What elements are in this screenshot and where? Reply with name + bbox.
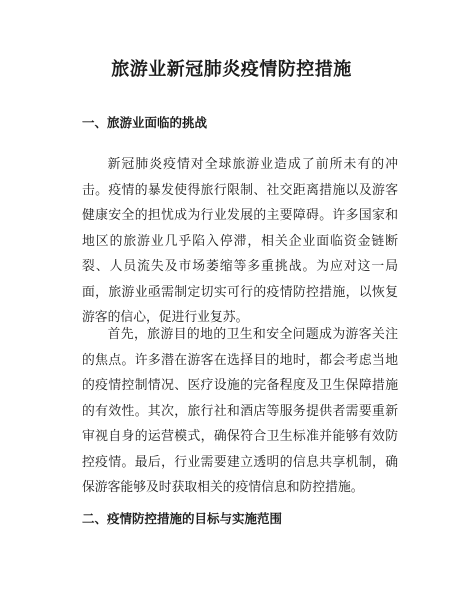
paragraph-impact: 新冠肺炎疫情对全球旅游业造成了前所未有的冲击。疫情的暴发使得旅行限制、社交距离措施以及游客健康安全的担忧成为行业发展的主要障碍。许多国家和地区的旅游业几乎陷入停滞，相关企业面临资金链断裂、人员流失及市场萎缩等多重挑战。为应对这一局面，旅游业亟需制定切实可行的疫情防控措施，以恢复游客的信心，促进行业复苏。	[82, 157, 398, 325]
document-title: 旅游业新冠肺炎疫情防控措施	[111, 59, 352, 80]
section-heading-goals-scope: 二、疫情防控措施的目标与实施范围	[82, 511, 283, 526]
paragraph-concerns: 首先，旅游目的地的卫生和安全问题成为游客关注的焦点。许多潜在游客在选择目的地时，都会考虑当地的疫情控制情况、医疗设施的完备程度及卫生保障措施的有效性。其次，旅行社和酒店等服务提供者需要重新审视自身的运营模式，确保符合卫生标准并能够有效防控疫情。最后，行业需要建立透明的信息共享机制，确保游客能够及时获取相关的疫情信息和防控措施。	[82, 327, 398, 495]
section-heading-challenges: 一、旅游业面临的挑战	[82, 115, 208, 130]
